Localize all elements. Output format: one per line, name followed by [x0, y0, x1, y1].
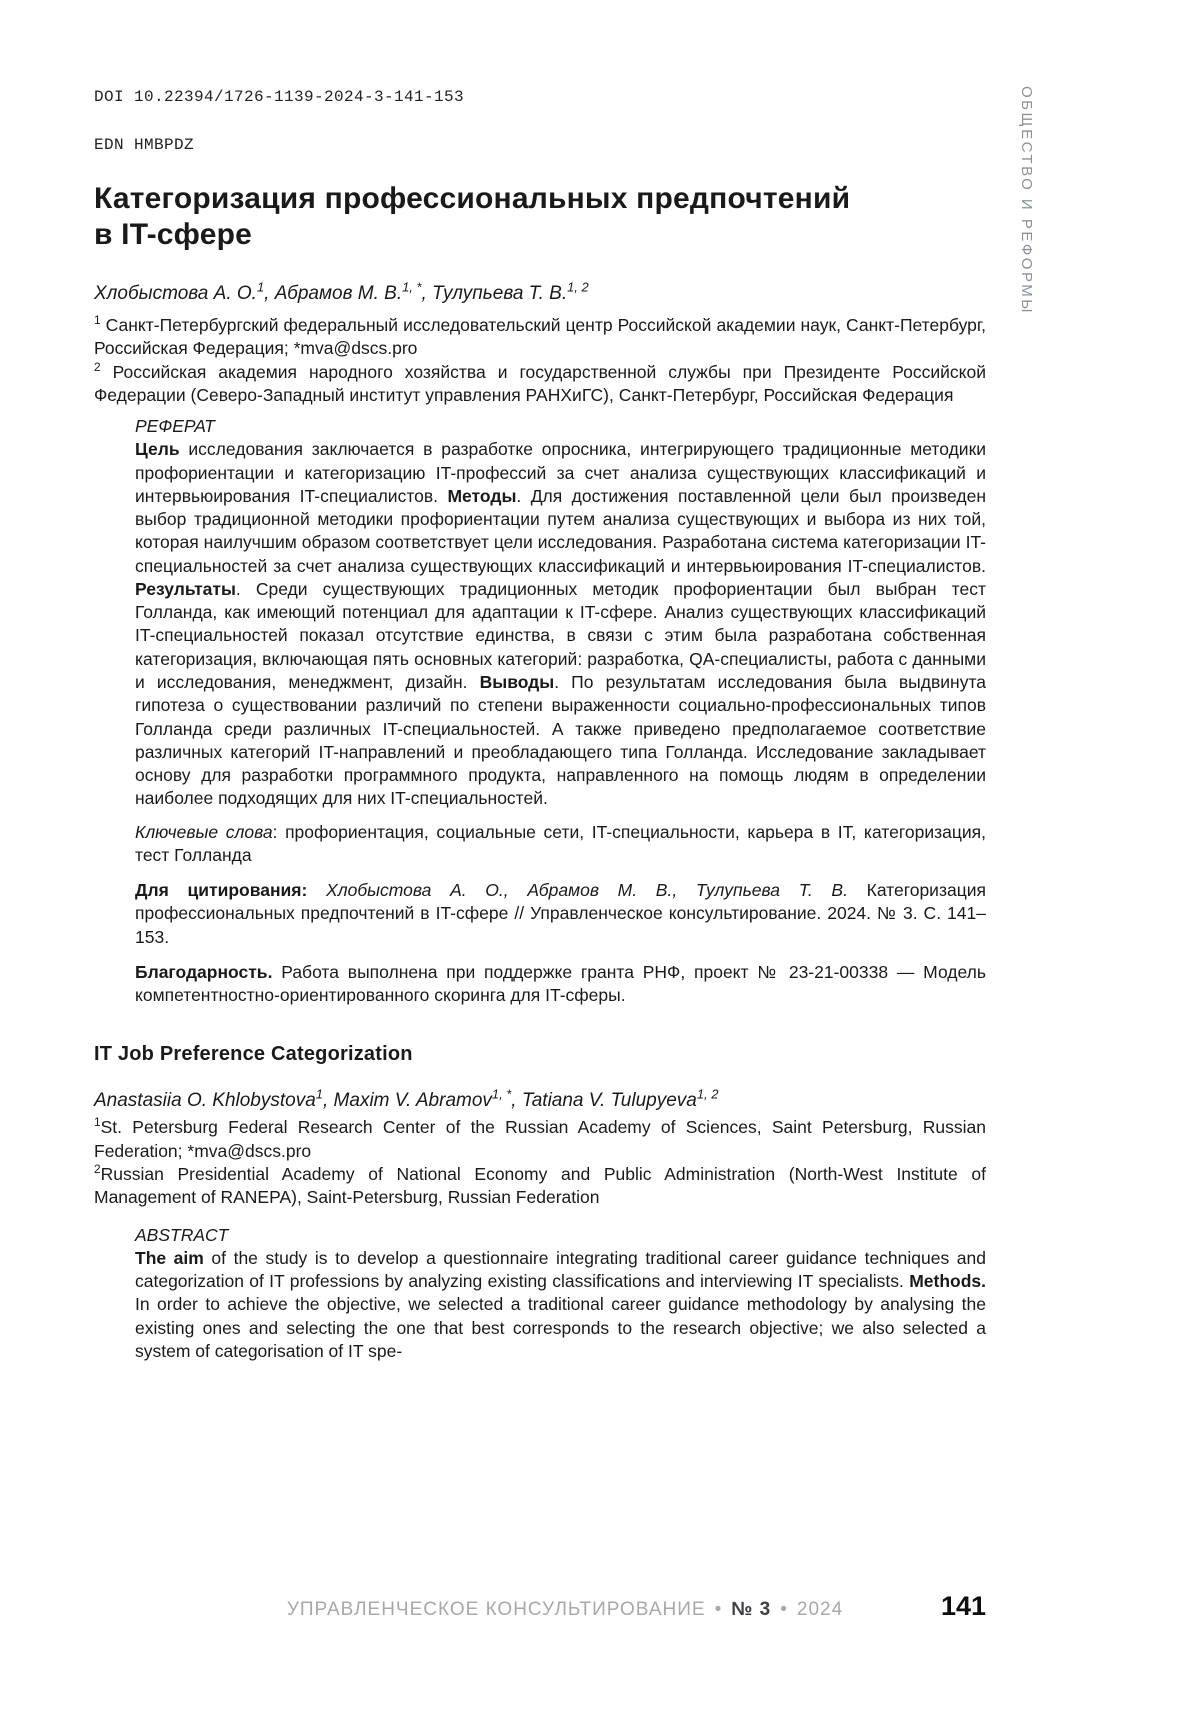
doi: DOI 10.22394/1726-1139-2024-3-141-153 [94, 88, 465, 106]
text-segment: 2 [94, 1162, 101, 1177]
footer-journal-line [94, 1595, 986, 1621]
text-segment: Maxim V. Abramov [333, 1090, 492, 1112]
footer-separator: • [714, 1599, 723, 1620]
acknowledgment-ru [135, 961, 986, 1008]
text-segment: 1 [94, 1115, 101, 1130]
text-segment: . Для достижения поставленной цели был произведен выбор традиционной методики профориентации путем анализа существующих и выбора из них той, которая наилучшим образом соответствует цели исследования. Разработана система категоризации IT-специальностей за счет анализа существующих классификаций и интервьюирования IT-специалистов. [135, 485, 986, 576]
page-content [94, 0, 986, 1363]
text-segment: Методы [447, 485, 517, 506]
affiliation-2-en [94, 1163, 986, 1210]
text-segment: of the study is to develop a questionnaire integrating traditional career guidance techniques and categorization of IT professions by analyzing existing classifications and interviewing IT specialists. [135, 1247, 986, 1292]
abstract-text-ru [135, 438, 986, 810]
text-segment: Хлобыстова А. О., Абрамов М. В., Тулупьева Т. В. [326, 880, 848, 901]
page-number: 141 [940, 1591, 986, 1621]
text-segment: Russian Presidential Academy of National Economy and Public Administration (North-West Institute of Management of RANEPA), Saint-Petersburg, Russian Federation [94, 1163, 986, 1208]
text-segment: исследования заключается в разработке опросника, интегрирующего традиционные методики профориентации и категоризацию IT-профессий за счет анализа существующих классификаций и интервьюирования IT-специалистов. [135, 439, 986, 506]
affiliation-1-en [94, 1116, 986, 1163]
text-segment: Tatiana V. Tulupyeva [521, 1090, 697, 1112]
text-segment: , [511, 1090, 522, 1112]
text-segment: St. Petersburg Federal Research Center of the Russian Academy of Sciences, Saint Petersburg, Russian Federation; *mva@dscs.pro [94, 1117, 986, 1161]
article-title-ru: Категоризация профессиональных предпочтений в IT-сфере [94, 182, 851, 251]
text-segment: , [264, 283, 275, 304]
text-segment: 1 [256, 279, 265, 295]
abstract-label-en: ABSTRACT [135, 1224, 229, 1245]
text-segment: Категоризация профессиональных предпочтений в IT-сфере // Управленческое консультирование. 2024. № 3. С. 141–153. [135, 880, 986, 947]
keywords-ru [135, 821, 986, 868]
text-segment: . По результатам исследования была выдвинута гипотеза о существовании различий по степени выраженности социально-профессиональных типов Голланда среди различных IT-специальностей. А также приведено предполагаемое соответствие различных категорий IT-направлений и преобладающего типа Голланда. Исследование закладывает основу для разработки программного продукта, направленного на помощь людям в определении наиболее подходящих для них IT-специальностей. [135, 671, 987, 809]
text-segment: Цель [135, 439, 180, 460]
abstract-en [135, 1224, 986, 1364]
text-segment: 1, * [402, 279, 422, 295]
abstract-text-en [135, 1247, 986, 1363]
page-footer [94, 1591, 986, 1635]
affiliation-2-ru [94, 361, 986, 408]
text-segment: 1, * [491, 1087, 512, 1103]
text-segment: 1 [315, 1087, 323, 1103]
text-segment: 1, 2 [567, 279, 589, 295]
text-segment: Anastasiia O. Khlobystova [94, 1090, 316, 1112]
authors-en [94, 1087, 986, 1112]
text-segment: The aim [135, 1247, 204, 1268]
section-label: ОБЩЕСТВО И РЕФОРМЫ [1018, 86, 1035, 316]
text-segment: : профориентация, социальные сети, IT-специальности, карьера в IT, категоризация, тест Голланда [135, 821, 986, 865]
text-segment: Благодарность. [135, 961, 273, 982]
affiliation-1-ru [94, 314, 986, 361]
footer-issue: № 3 [731, 1599, 772, 1620]
authors-ru [94, 279, 986, 305]
text-segment: . Среди существующих традиционных методик профориентации был выбран тест Голланда, как имеющий потенциал для адаптации к IT-сфере. Анализ существующих классификаций IT-специальностей показал отсутствие единства, в связи с этим была разработана собственная категоризация, включающая пять основных категорий: разработка, QA-специалисты, работа с данными и исследования, менеджмент, дизайн. [135, 578, 986, 692]
footer-year: 2024 [796, 1599, 844, 1620]
text-segment: 1, 2 [696, 1087, 719, 1103]
text-segment: Хлобыстова А. О. [94, 283, 257, 304]
article-title-en: IT Job Preference Categorization [94, 1043, 413, 1066]
text-segment: Тулупьева Т. В. [432, 283, 568, 304]
text-segment: , [421, 283, 433, 304]
citation-ru [135, 879, 986, 949]
abstract-label-ru: РЕФЕРАТ [135, 416, 215, 437]
text-segment: Санкт-Петербургский федеральный исследовательский центр Российской академии наук, Санкт-Петербург, Российская Федерация; *mva@dscs.pro [94, 315, 986, 359]
text-segment: Для цитирования: [135, 880, 308, 901]
text-segment: Результаты [135, 578, 236, 599]
text-segment: 1 [94, 313, 101, 328]
footer-separator: • [780, 1599, 788, 1620]
text-segment: Российская академия народного хозяйства и государственной службы при Президенте Российской Федерации (Северо-Западный институт управления РАНХиГС), Санкт-Петербург, Российская Федерация [94, 361, 986, 405]
text-segment: Ключевые слова [135, 821, 273, 842]
text-segment [307, 880, 326, 900]
text-segment: Работа выполнена при поддержке гранта РНФ, проект № 23-21-00338 — Модель компетентностно-ориентированного скоринга для IT-сферы. [135, 961, 986, 1006]
abstract-ru [135, 415, 986, 811]
footer-journal-name: УПРАВЛЕНЧЕСКОЕ КОНСУЛЬТИРОВАНИЕ [286, 1599, 706, 1620]
text-segment: 2 [94, 359, 101, 374]
edn-code: EDN HMBPDZ [94, 136, 195, 154]
text-segment: In order to achieve the objective, we selected a traditional career guidance methodology by analysing the existing ones and selecting the one that best corresponds to the research objective; we also selected a system of categorisation of IT spe- [135, 1294, 986, 1361]
text-segment: Methods. [909, 1271, 986, 1292]
text-segment: , [322, 1090, 334, 1112]
text-segment: Абрамов М. В. [274, 283, 403, 304]
text-segment: Выводы [479, 671, 555, 692]
